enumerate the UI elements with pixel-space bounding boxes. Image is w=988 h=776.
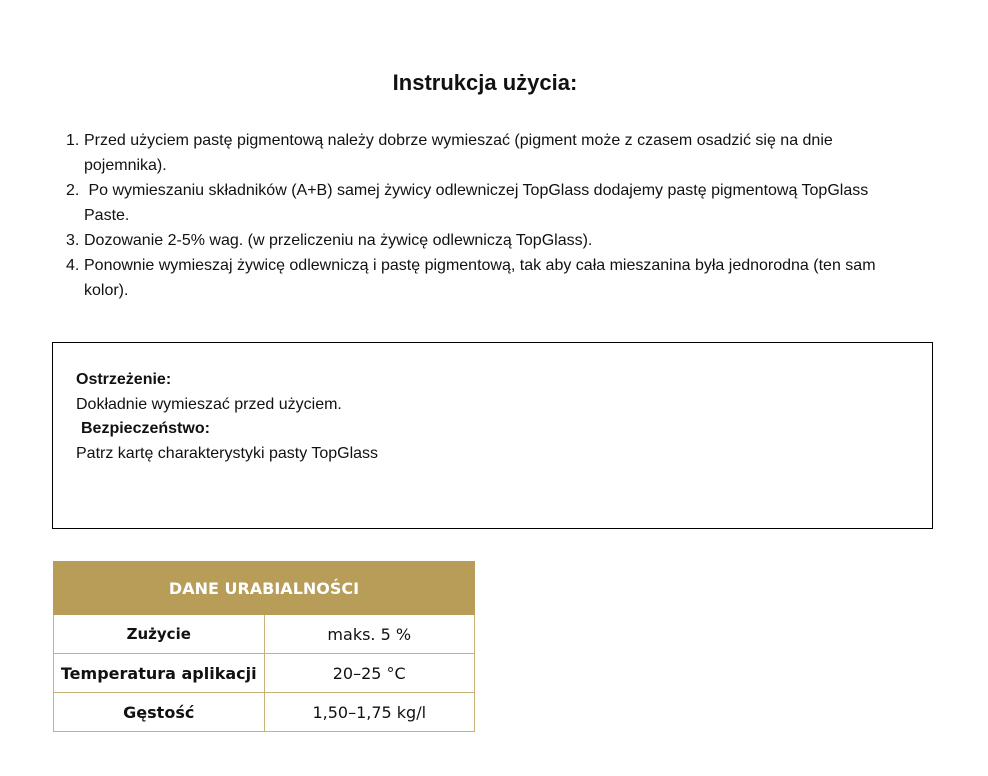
row-value: 1,50–1,75 kg/l — [264, 693, 475, 732]
table-row — [54, 615, 475, 654]
step-text: Ponownie wymieszaj żywicę odlewniczą i pastę pigmentową, tak aby cała mieszanina była jednorodna (ten sam kolor). — [84, 257, 876, 299]
step-number: 2. — [66, 182, 80, 199]
list-item — [66, 253, 886, 303]
step-number: 3. — [66, 232, 80, 249]
warning-text: Dokładnie wymieszać przed użyciem. — [76, 395, 342, 413]
list-item — [66, 178, 886, 228]
step-text: Przed użyciem pastę pigmentową należy dobrze wymieszać (pigment może z czasem osadzić się na dnie pojemnika). — [84, 132, 833, 174]
step-text: Dozowanie 2-5% wag. (w przeliczeniu na żywicę odlewniczą TopGlass). — [84, 232, 593, 249]
row-value: maks. 5 % — [264, 615, 475, 654]
step-number: 1. — [66, 132, 80, 149]
row-label: Gęstość — [54, 693, 265, 732]
row-label: Zużycie — [54, 615, 265, 654]
workability-table — [53, 561, 475, 732]
table-row — [54, 654, 475, 693]
step-text: Po wymieszaniu składników (A+B) samej żywicy odlewniczej TopGlass dodajemy pastę pigmentową TopGlass Paste. — [84, 182, 873, 224]
table-header-row — [54, 562, 475, 615]
row-value: 20–25 °C — [264, 654, 475, 693]
safety-text: Patrz kartę charakterystyki pasty TopGlass — [76, 444, 379, 462]
table-row — [54, 693, 475, 732]
instruction-list — [66, 128, 886, 303]
warning-heading: Ostrzeżenie: — [76, 371, 172, 388]
step-number: 4. — [66, 257, 80, 274]
page-title: Instrukcja użycia: — [392, 70, 578, 95]
table-header: DANE URABIALNOŚCI — [54, 562, 475, 615]
list-item — [66, 228, 886, 253]
warning-content — [76, 368, 378, 466]
safety-heading: Bezpieczeństwo: — [81, 420, 210, 437]
row-label: Temperatura aplikacji — [54, 654, 265, 693]
warning-box — [52, 342, 933, 529]
list-item — [66, 128, 886, 178]
